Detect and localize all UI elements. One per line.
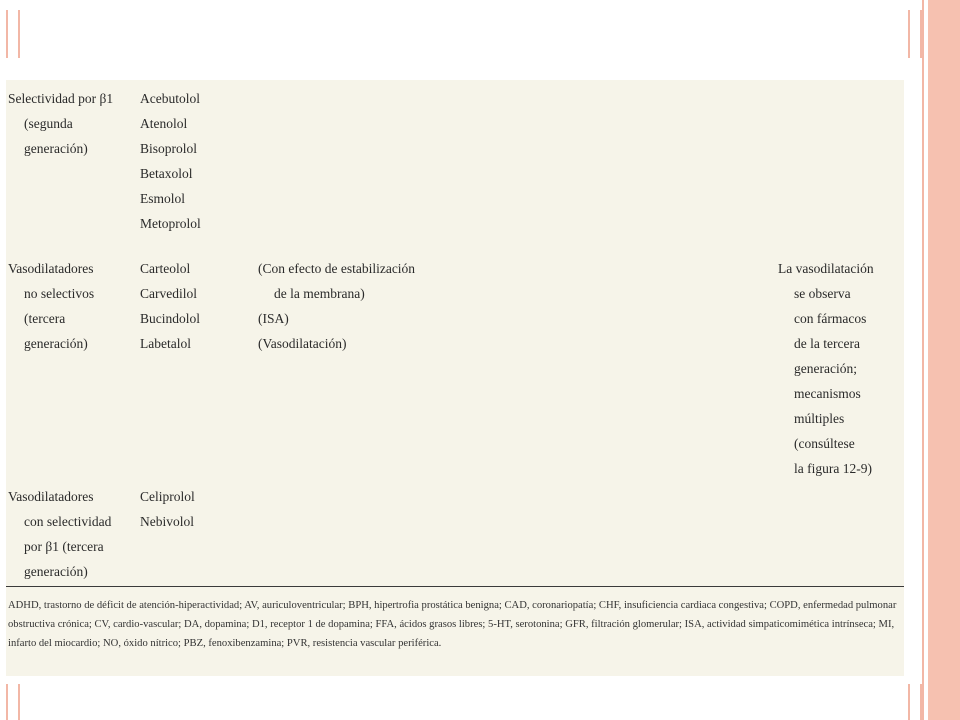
note-line: (Vasodilatación) <box>258 336 347 351</box>
category-line: generación) <box>24 336 88 351</box>
category-line: por β1 (tercera <box>24 539 104 554</box>
slide-edge-bar <box>928 0 960 720</box>
note-line: de la membrana) <box>274 286 365 301</box>
drug-name: Carteolol <box>140 261 191 276</box>
remark-line: de la tercera <box>794 336 860 351</box>
category-line: Vasodilatadores <box>8 261 94 276</box>
remark-line: generación; <box>794 361 857 376</box>
remark-line: múltiples <box>794 411 845 426</box>
category-cell <box>8 484 132 584</box>
slide-corner-top-left <box>6 10 20 58</box>
category-cell <box>8 256 132 356</box>
note-line: (ISA) <box>258 311 289 326</box>
drug-name: Acebutolol <box>140 91 200 106</box>
drug-name: Atenolol <box>140 116 188 131</box>
category-line: no selectivos <box>24 286 95 301</box>
category-line: generación) <box>24 564 88 579</box>
category-line: con selectividad <box>24 514 112 529</box>
drug-cell <box>140 484 250 534</box>
category-line: generación) <box>24 141 88 156</box>
drug-name: Bucindolol <box>140 311 200 326</box>
slide-corner-bottom-left <box>6 684 20 720</box>
remark-line: la figura 12-9) <box>794 461 872 476</box>
drug-name: Esmolol <box>140 191 186 206</box>
drug-name: Carvedilol <box>140 286 197 301</box>
drug-name: Labetalol <box>140 336 191 351</box>
drug-cell <box>140 86 250 236</box>
category-line: (tercera <box>24 311 66 326</box>
category-line: (segunda <box>24 116 73 131</box>
category-line: Selectividad por β1 <box>8 91 114 106</box>
drug-name: Celiprolol <box>140 489 195 504</box>
remark-line: se observa <box>794 286 851 301</box>
remark-line: (consúltese <box>794 436 855 451</box>
drug-cell <box>140 256 250 356</box>
footnote-divider <box>6 586 904 587</box>
note-line: (Con efecto de estabilización <box>258 261 416 276</box>
drug-table <box>6 80 904 676</box>
abbreviations-footnote: ADHD, trastorno de déficit de atención-hiperactividad; AV, auriculoventricular; BPH, hipertrofia prostática benigna; CAD, coronariopatía; CHF, insuficiencia cardiaca congestiva; COPD, enfermedad pulmonar obstructiva crónica; CV, cardio-vascular; DA, dopamina; D1, receptor 1 de dopamina; FFA, ácidos grasos libres; 5-HT, serotonina; GFR, filtración glomerular; ISA, actividad simpaticomimética intrínseca; MI, infarto del miocardio; NO, óxido nítrico; PBZ, fenoxibenzamina; PVR, resistencia vascular periférica. <box>8 600 897 649</box>
slide-corner-bottom-right <box>908 684 922 720</box>
slide-corner-top-right <box>908 10 922 58</box>
remark-line: mecanismos <box>794 386 861 401</box>
drug-name: Bisoprolol <box>140 141 198 156</box>
drug-name: Betaxolol <box>140 166 193 181</box>
drug-name: Nebivolol <box>140 514 194 529</box>
slide-edge-line <box>922 0 924 720</box>
remark-line: con fármacos <box>794 311 867 326</box>
notes-cell <box>258 256 558 356</box>
drug-name: Metoprolol <box>140 216 201 231</box>
remarks-cell <box>778 256 898 481</box>
remark-line: La vasodilatación <box>778 261 874 276</box>
category-cell <box>8 86 132 161</box>
category-line: Vasodilatadores <box>8 489 94 504</box>
